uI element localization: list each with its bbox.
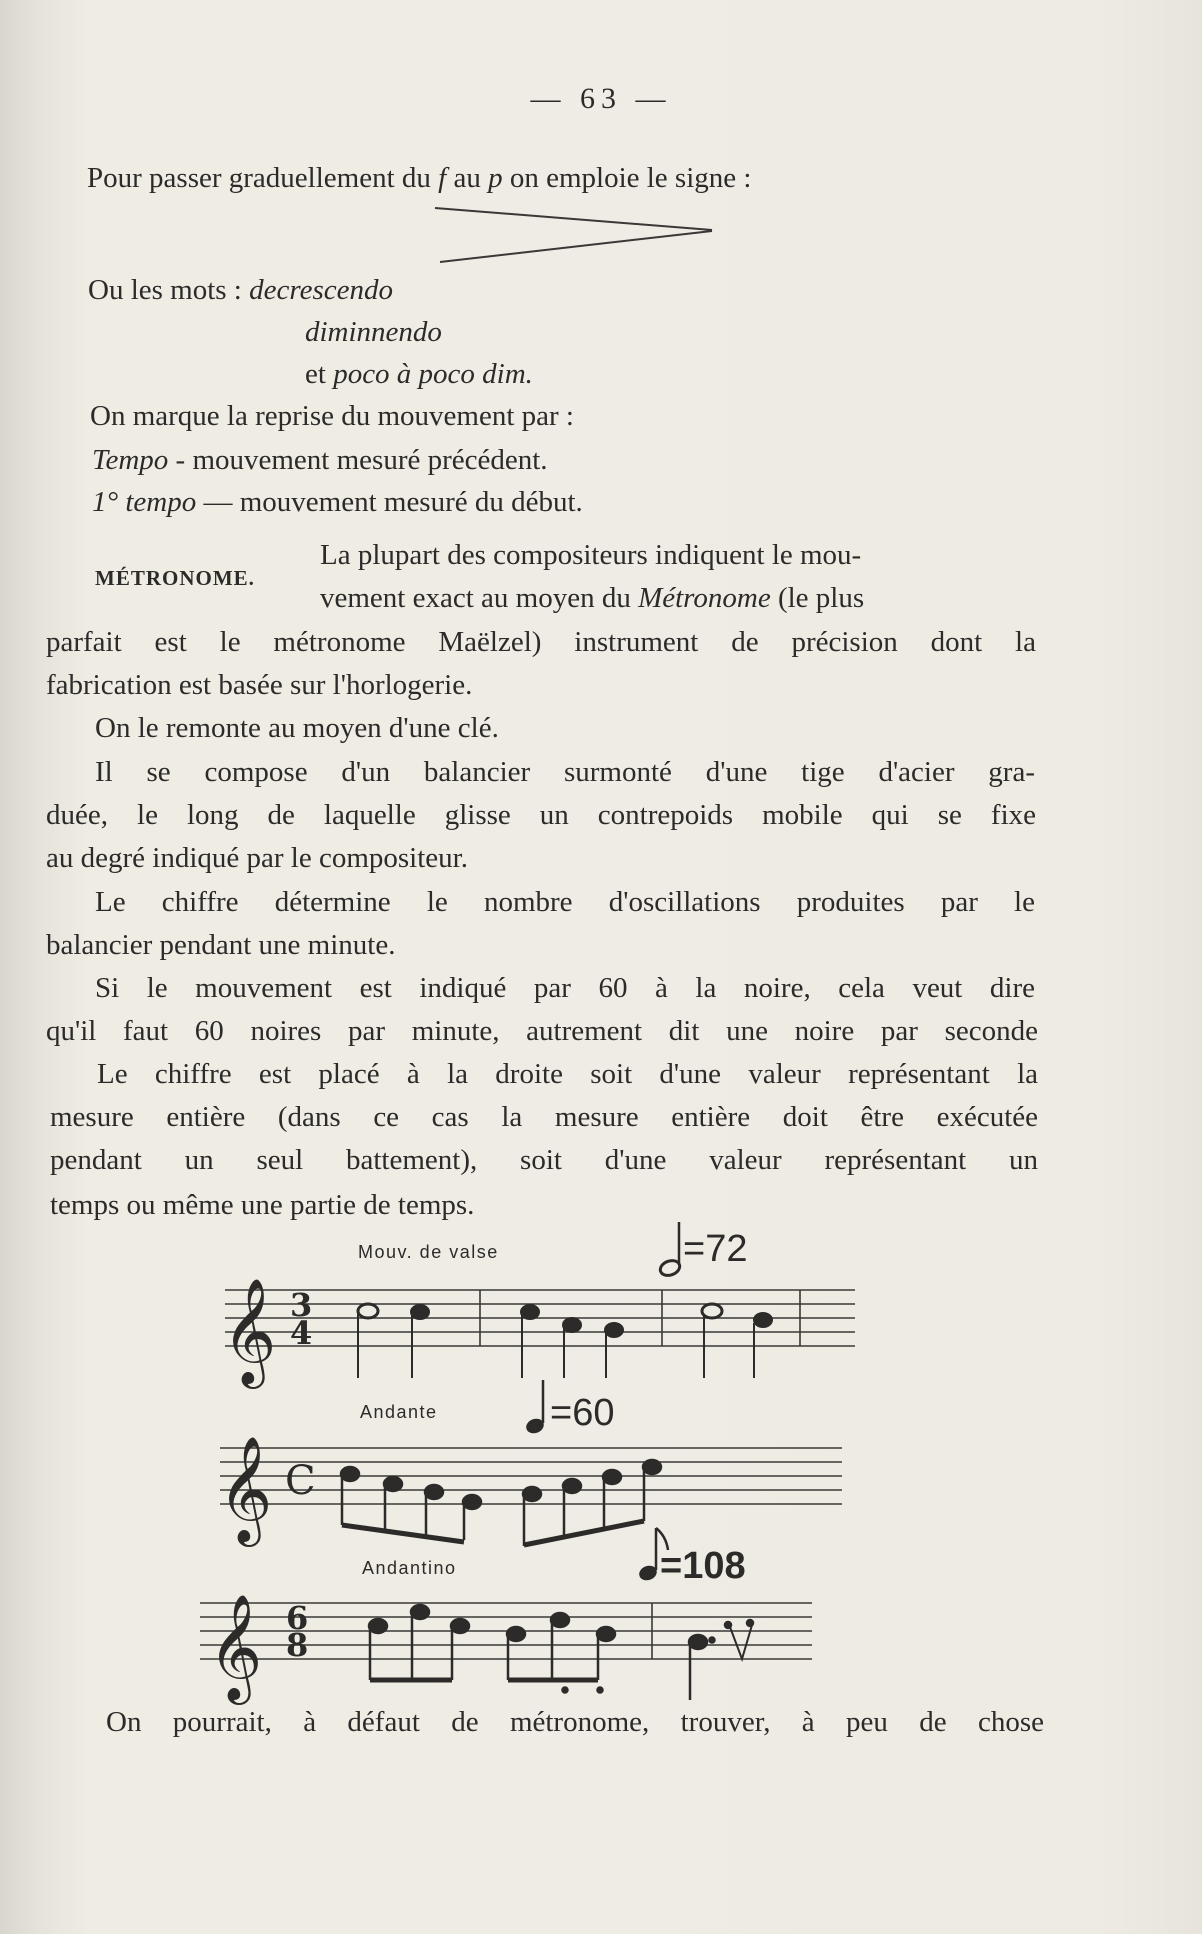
text-line-23: temps ou même une partie de temps. bbox=[50, 1189, 475, 1221]
quarter-note-icon bbox=[524, 1380, 546, 1436]
text-line-13: Il se compose d'un balancier surmonté d'une tige d'acier gra- bbox=[95, 756, 1035, 788]
text-line-12: On le remonte au moyen d'une clé. bbox=[95, 712, 499, 744]
text-line-3: diminnendo bbox=[305, 316, 442, 348]
treble-clef-icon: 𝄞 bbox=[222, 1277, 277, 1384]
text-line-20: Le chiffre est placé à la droite soit d'une valeur représentant la bbox=[97, 1058, 1038, 1090]
text-line-19: qu'il faut 60 noires par minute, autrement dit une noire par seconde bbox=[46, 1015, 1038, 1047]
text-line-10: parfait est le métronome Maëlzel) instrument de précision dont la bbox=[46, 626, 1036, 658]
metronome-mark-60: =60 bbox=[550, 1392, 615, 1434]
time-signature-bottom: 8 bbox=[286, 1626, 309, 1664]
time-signature-bottom: 4 bbox=[290, 1314, 313, 1352]
text-line-8: La plupart des compositeurs indiquent le mou- bbox=[320, 539, 862, 571]
text-line-18: Si le mouvement est indiqué par 60 à la noire, cela veut dire bbox=[95, 972, 1035, 1004]
treble-clef-icon: 𝄞 bbox=[208, 1593, 263, 1700]
text-line-7: 1° tempo — mouvement mesuré du début. bbox=[92, 486, 583, 518]
time-signature-top: 3 bbox=[290, 1286, 313, 1324]
text-line-11: fabrication est basée sur l'horlogerie. bbox=[46, 669, 473, 701]
text-line-21: mesure entière (dans ce cas la mesure entière doit être exécutée bbox=[50, 1101, 1038, 1133]
text-line-15: au degré indiqué par le compositeur. bbox=[46, 842, 468, 874]
text-line-17: balancier pendant une minute. bbox=[46, 929, 396, 961]
text-line-6: Tempo - mouvement mesuré précédent. bbox=[92, 444, 548, 476]
eighth-note-icon bbox=[637, 1528, 668, 1583]
treble-clef-icon: 𝄞 bbox=[218, 1435, 273, 1542]
sidenote-metronome: MÉTRONOME. bbox=[95, 566, 255, 590]
page-number: — 63 — bbox=[530, 82, 672, 115]
text-line-4: et poco à poco dim. bbox=[305, 358, 533, 390]
metronome-mark-108: =108 bbox=[660, 1545, 746, 1587]
tempo-label-valse: Mouv. de valse bbox=[358, 1242, 499, 1262]
text-line-9: vement exact au moyen du Métronome (le plus bbox=[320, 582, 865, 614]
text-line-16: Le chiffre détermine le nombre d'oscillations produites par le bbox=[95, 886, 1035, 918]
half-note-icon bbox=[658, 1222, 682, 1278]
common-time-sign: C bbox=[285, 1458, 316, 1504]
text-line-2: Ou les mots : decrescendo bbox=[88, 274, 393, 306]
text-line-14: duée, le long de laquelle glisse un contrepoids mobile qui se fixe bbox=[46, 799, 1036, 831]
text-line-5: On marque la reprise du mouvement par : bbox=[90, 400, 574, 432]
tempo-label-andante: Andante bbox=[360, 1402, 438, 1422]
notes-valse bbox=[358, 1304, 772, 1378]
text-line-1: Pour passer graduellement du f au p on emploie le signe : bbox=[87, 162, 752, 194]
tempo-label-andantino: Andantino bbox=[362, 1558, 457, 1578]
time-signature-top: 6 bbox=[286, 1599, 309, 1637]
notes-andantino bbox=[369, 1605, 753, 1700]
notes-andante bbox=[341, 1460, 661, 1546]
text-line-22: pendant un seul battement), soit d'une valeur représentant un bbox=[50, 1144, 1038, 1176]
metronome-mark-72: =72 bbox=[683, 1228, 748, 1270]
text-line-24: On pourrait, à défaut de métronome, trouver, à peu de chose bbox=[106, 1706, 1044, 1738]
